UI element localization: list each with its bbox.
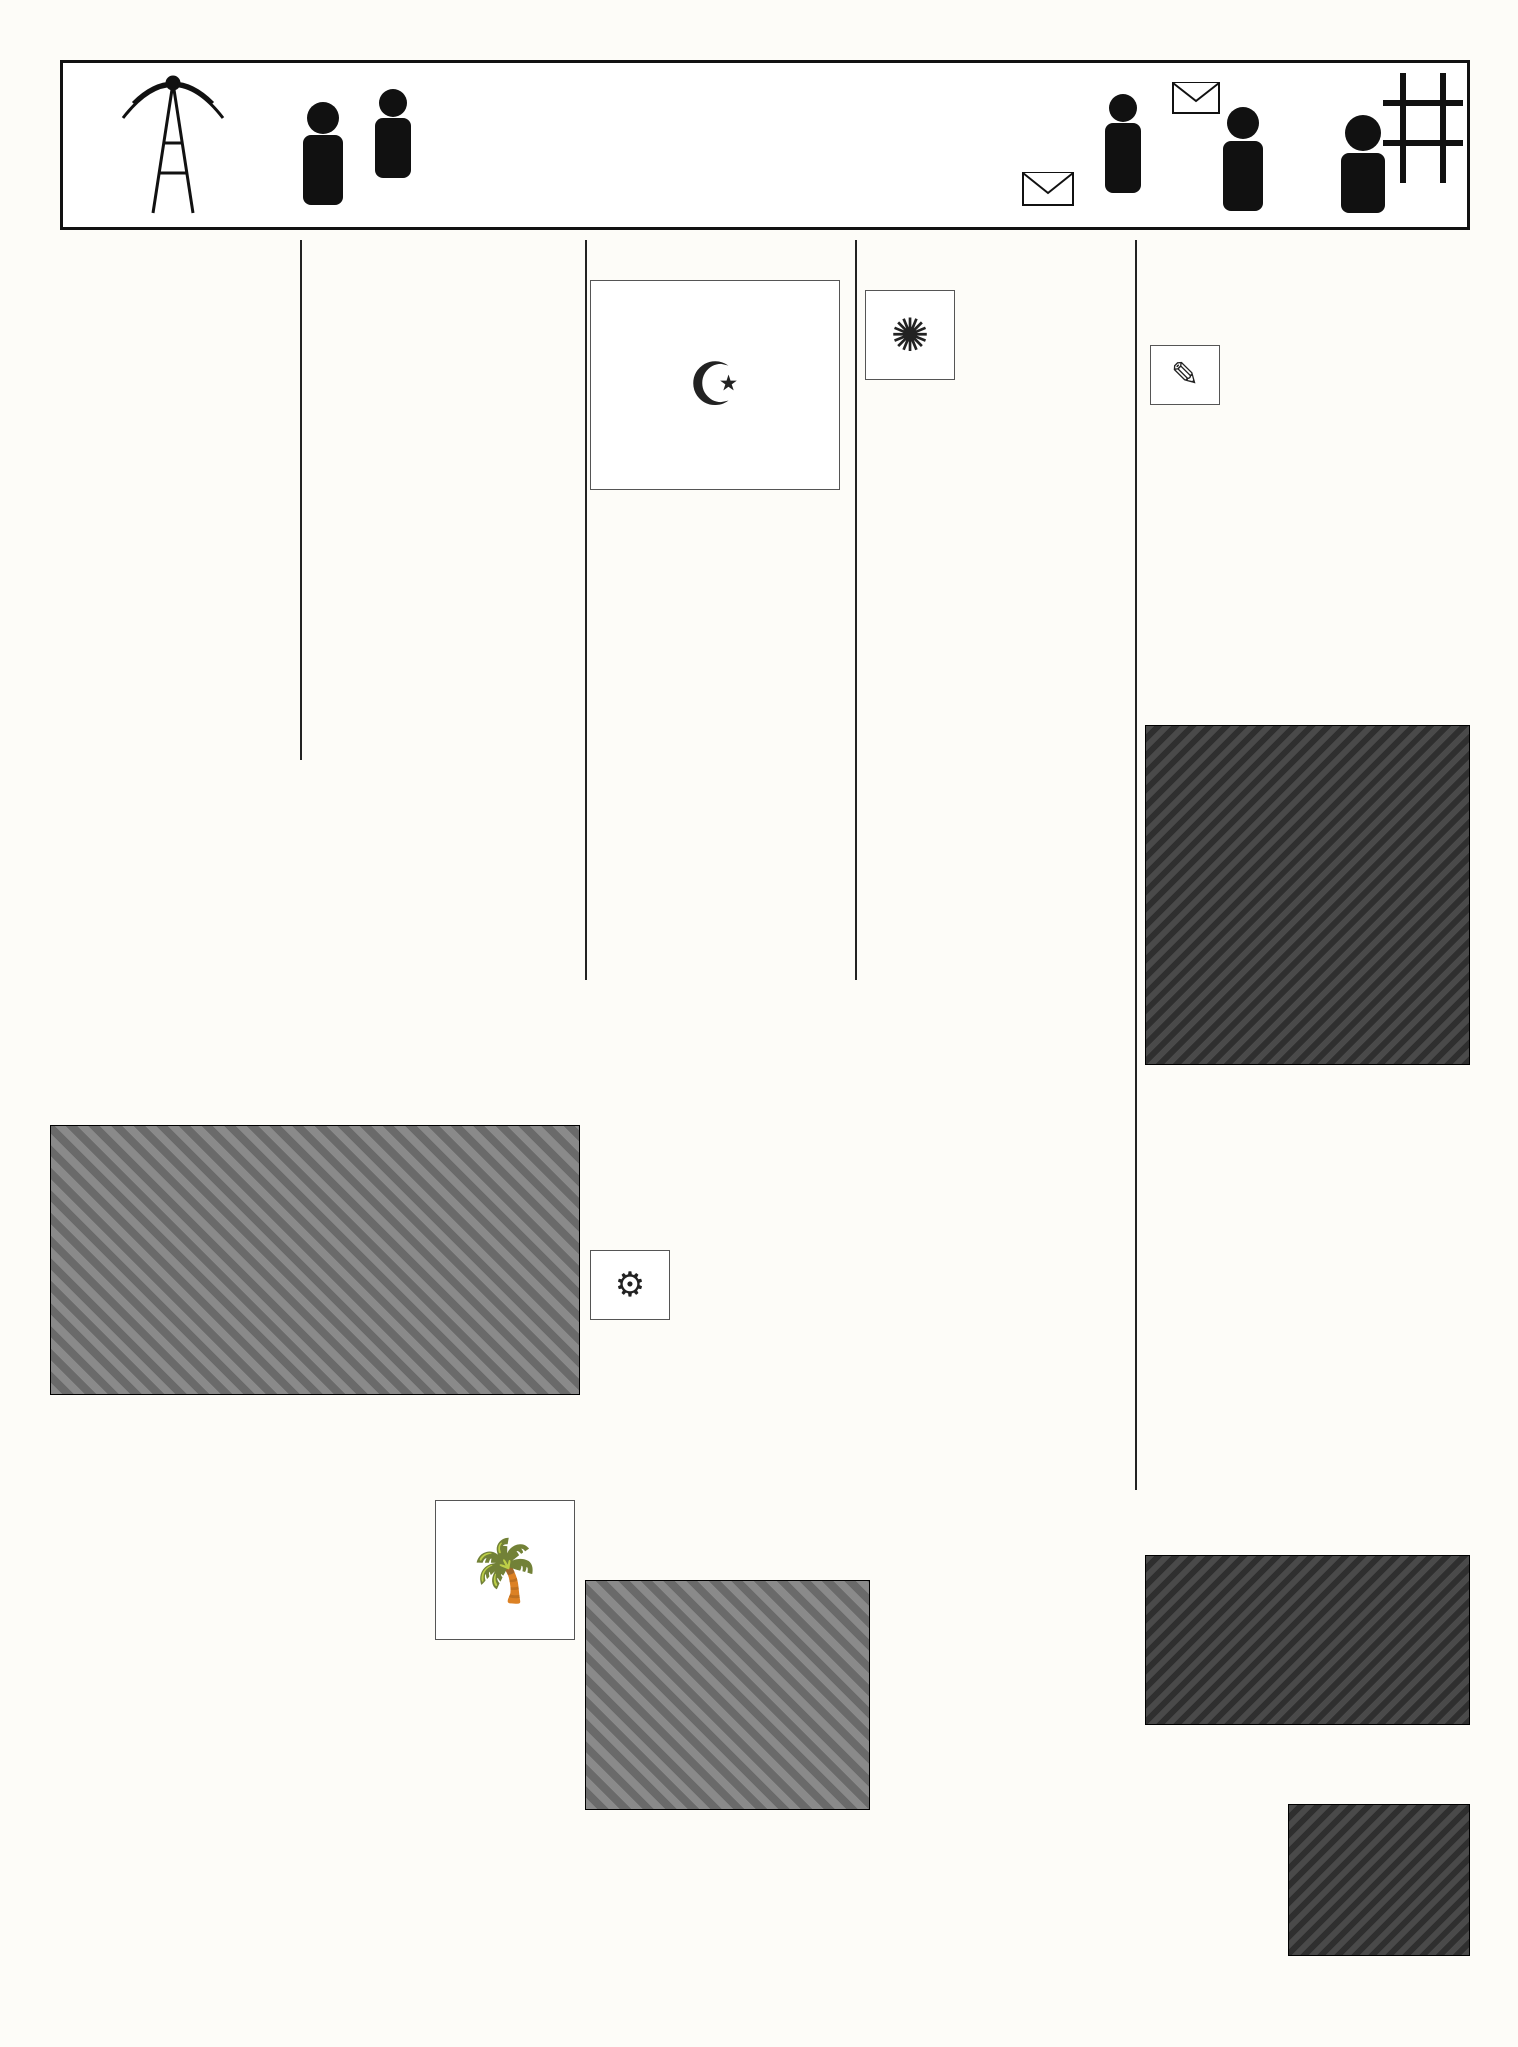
banner-title [494,111,1091,191]
page-number [60,20,180,60]
article-munajat [50,240,295,1070]
article-fars-conference [50,1080,580,1120]
telegraph-pole-icon [1383,73,1463,183]
article-baluchestan [1145,240,1470,670]
section-banner [60,60,1470,230]
pump-illustration: ⚙ [590,1250,670,1320]
rudsar-photo [585,1580,870,1810]
zahedan-emblem-icon: ✎ [1150,345,1220,405]
article-officers [875,1835,1140,1910]
issue-date [1078,20,1458,60]
article-youth-lar [875,1510,1140,1830]
article-nursery [1145,680,1470,720]
article-nikokaran [865,585,1130,795]
article-isfahan [1145,1510,1470,1550]
article-camion [1010,1165,1470,1505]
article-future [1285,1800,1470,2040]
article-mashhad [310,270,580,500]
radio-tower-icon [123,77,223,213]
nursery-photo [1145,725,1470,1065]
paper-name [660,20,860,60]
conference-photo [50,1125,580,1395]
nursery-caption [1145,1070,1470,1160]
article-rudsar [585,1515,870,1575]
briefs-box [50,1690,575,2040]
article-appointments [875,1910,1275,2040]
rudsar-caption [585,1815,870,1895]
article-rezaieh [590,1365,870,1505]
isfahan-caption [1145,1728,1470,1798]
article-babol [590,1100,860,1360]
article-shiraz-expo [590,800,1130,1090]
isfahan-photo [1145,1555,1470,1725]
conference-caption [50,1400,580,1490]
earthquake-illustration: ✺ [865,290,955,380]
palm-tree-illustration: 🌴 [435,1500,575,1640]
mosque-illustration: ☪ [590,280,840,490]
article-river [310,810,580,1000]
article-teacher [50,1495,430,1675]
portrait-photo [1288,1804,1470,1956]
article-shiraz-son [310,500,850,800]
